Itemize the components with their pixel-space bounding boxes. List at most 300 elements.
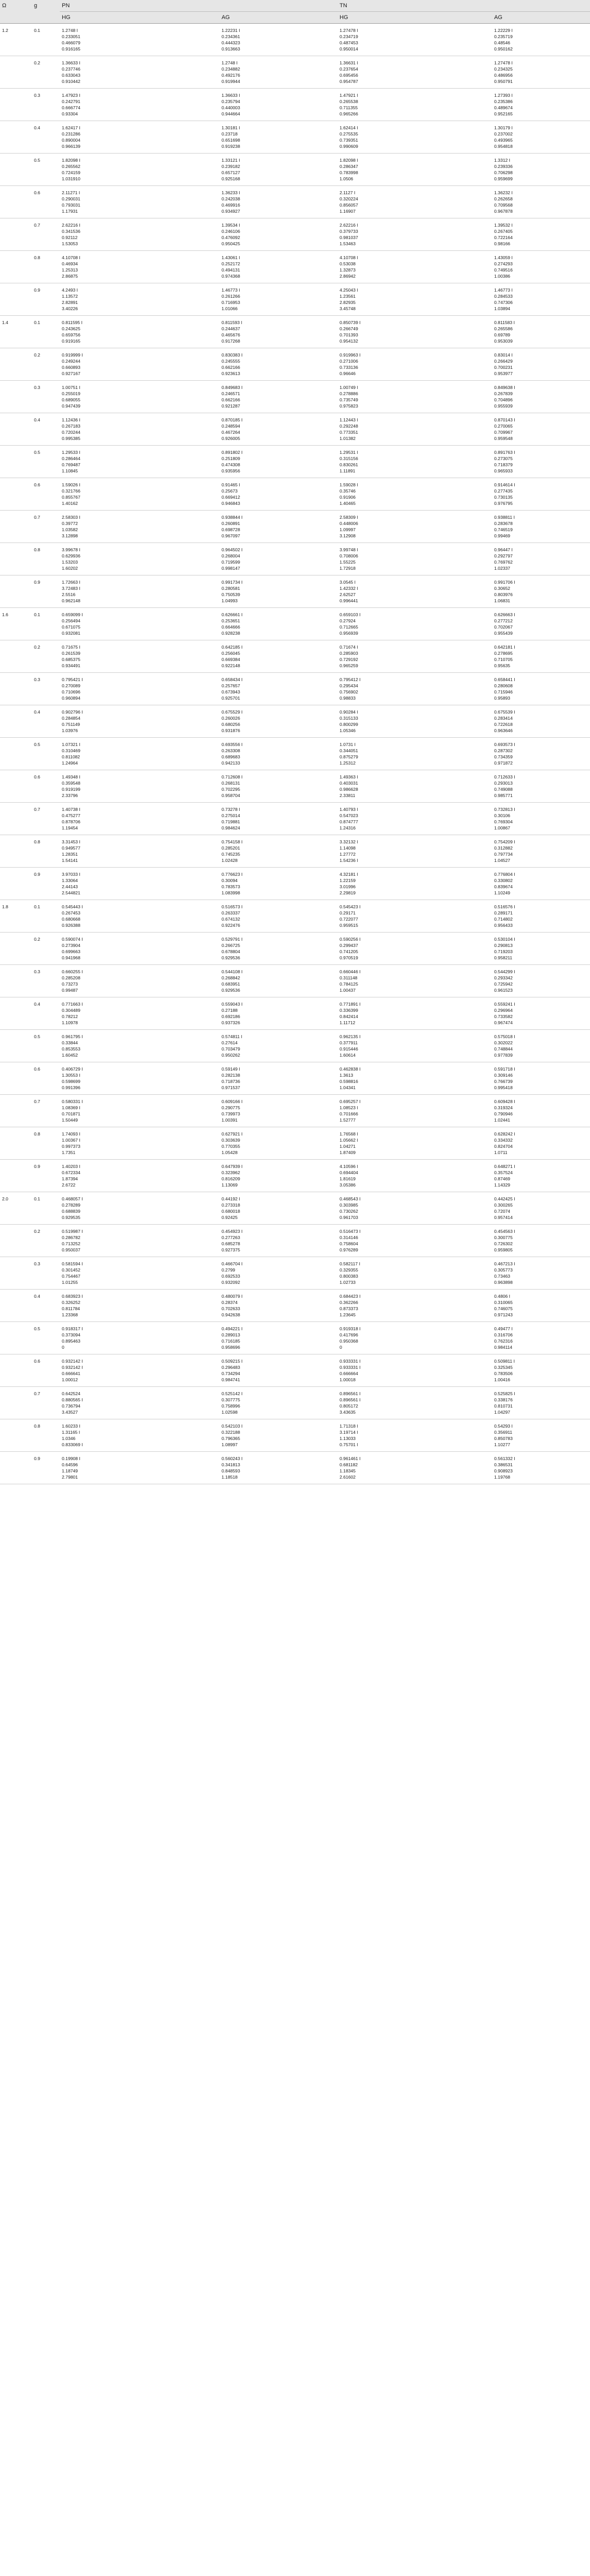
- pn-hg-cell: 0.590074 I 0.273904 0.699663 0.941968: [60, 933, 220, 965]
- table-row: [0, 316, 590, 348]
- tn-hg-cell: 1.27478 I 0.234719 0.487453 0.950014: [338, 24, 492, 56]
- pn-hg-cell: 0.771663 I 0.304489 0.78212 1.10978: [60, 997, 220, 1030]
- omega-cell: [0, 1419, 32, 1452]
- g-cell: 0.3: [32, 1257, 60, 1290]
- tn-hg-cell: 0.659103 I 0.27924 0.712665 0.956939: [338, 608, 492, 640]
- g-cell: 0.7: [32, 218, 60, 251]
- pn-ag-cell: 1.36233 I 0.242038 0.469916 0.934927: [220, 186, 338, 218]
- pn-ag-cell: 0.466704 I 0.2799 0.692533 0.932092: [220, 1257, 338, 1290]
- table-row: [0, 673, 590, 705]
- tn-ag-cell: 1.22229 I 0.235719 0.48546 0.950162: [492, 24, 590, 56]
- g-cell: 0.9: [32, 1452, 60, 1484]
- table-row: [0, 738, 590, 770]
- omega-cell: [0, 121, 32, 154]
- table-row: [0, 933, 590, 965]
- omega-cell: [0, 1030, 32, 1062]
- omega-cell: [0, 965, 32, 997]
- tn-hg-cell: 0.590256 I 0.299437 0.741205 0.970519: [338, 933, 492, 965]
- tn-ag-cell: 0.938811 I 0.283678 0.746519 0.99469: [492, 511, 590, 543]
- tn-hg-cell: 0.933331 I 0.933331 I 0.666664 1.00018: [338, 1354, 492, 1387]
- omega-cell: [0, 770, 32, 803]
- pn-ag-cell: 0.529791 I 0.266725 0.678804 0.929536: [220, 933, 338, 965]
- table-row: [0, 56, 590, 89]
- tn-hg-cell: 1.36631 I 0.237654 0.695456 0.954787: [338, 56, 492, 89]
- g-cell: 0.5: [32, 1322, 60, 1354]
- omega-cell: [0, 1225, 32, 1257]
- omega-cell: [0, 251, 32, 283]
- table-row: [0, 1387, 590, 1419]
- pn-ag-cell: 0.754158 I 0.285201 0.745235 1.02428: [220, 835, 338, 868]
- pn-hg-cell: 1.60233 I 1.31165 I 1.0346 0.833069 I: [60, 1419, 220, 1452]
- table-row: [0, 705, 590, 738]
- omega-cell: [0, 348, 32, 381]
- pn-ag-cell: 0.675529 I 0.260026 0.680256 0.931876: [220, 705, 338, 738]
- tn-ag-cell: 0.442425 I 0.300265 0.72074 0.957414: [492, 1192, 590, 1225]
- omega-cell: 2.0: [0, 1192, 32, 1225]
- g-cell: 0.4: [32, 121, 60, 154]
- tn-hg-cell: 1.12443 I 0.292248 0.773351 1.01382: [338, 413, 492, 446]
- g-cell: 0.9: [32, 575, 60, 608]
- tn-ag-cell: 0.712633 I 0.293013 0.749088 0.985771: [492, 770, 590, 803]
- tn-ag-cell: 0.575018 I 0.302022 0.748844 0.977839: [492, 1030, 590, 1062]
- omega-cell: [0, 1160, 32, 1192]
- omega-cell: [0, 1062, 32, 1095]
- g-cell: 0.8: [32, 251, 60, 283]
- tn-ag-cell: 0.544299 I 0.293342 0.725942 0.961523: [492, 965, 590, 997]
- table-row: [0, 1322, 590, 1354]
- pn-ag-cell: 0.870185 I 0.248594 0.467264 0.926005: [220, 413, 338, 446]
- header-g-blank: [32, 12, 60, 24]
- table-row: [0, 543, 590, 575]
- g-cell: 0.4: [32, 997, 60, 1030]
- pn-hg-cell: 0.811595 I 0.243625 0.659756 0.919165: [60, 316, 220, 348]
- pn-hg-cell: 0.932142 I 0.932142 I 0.666641 1.00012: [60, 1354, 220, 1387]
- omega-cell: [0, 933, 32, 965]
- table-row: [0, 1225, 590, 1257]
- table-row: [0, 640, 590, 673]
- pn-hg-cell: 2.11271 I 0.290031 0.793031 1.17931: [60, 186, 220, 218]
- omega-cell: [0, 511, 32, 543]
- tn-hg-cell: 2.58309 I 0.448006 1.09997 3.12908: [338, 511, 492, 543]
- g-cell: 0.6: [32, 186, 60, 218]
- pn-hg-cell: 1.40203 I 0.672334 1.87394 2.6722: [60, 1160, 220, 1192]
- tn-hg-cell: 1.59028 I 0.35746 0.91906 1.40465: [338, 478, 492, 511]
- tn-hg-cell: 2.62216 I 0.379733 0.981037 1.53463: [338, 218, 492, 251]
- tn-hg-cell: 2.1127 I 0.320224 0.856057 1.16907: [338, 186, 492, 218]
- pn-hg-cell: 0.580331 I 1.08369 I 0.701871 1.50449: [60, 1095, 220, 1127]
- pn-hg-cell: 2.62216 I 0.341536 0.92112 1.53053: [60, 218, 220, 251]
- tn-ag-cell: 0.628242 I 0.334332 0.824704 1.0711: [492, 1127, 590, 1160]
- table-row: [0, 1127, 590, 1160]
- omega-cell: [0, 478, 32, 511]
- table-row: [0, 381, 590, 413]
- g-cell: 0.3: [32, 89, 60, 121]
- tn-hg-cell: 4.10708 I 0.53038 1.32873 2.86942: [338, 251, 492, 283]
- tn-hg-cell: 0.695257 I 1.08523 I 0.701666 1.52777: [338, 1095, 492, 1127]
- table-row: [0, 835, 590, 868]
- tn-hg-cell: 0.71674 I 0.285903 0.729192 0.965259: [338, 640, 492, 673]
- pn-hg-cell: 0.918317 I 0.373094 0.895463 0: [60, 1322, 220, 1354]
- pn-ag-cell: 0.44192 I 0.273318 0.680018 0.92425: [220, 1192, 338, 1225]
- tn-ag-cell: 0.454563 I 0.300775 0.726302 0.959805: [492, 1225, 590, 1257]
- tn-ag-cell: 0.525825 I 0.338176 0.810731 1.04297: [492, 1387, 590, 1419]
- tn-ag-cell: 0.914614 I 0.277435 0.730135 0.976795: [492, 478, 590, 511]
- table-row: [0, 608, 590, 640]
- tn-ag-cell: 0.776804 I 0.330802 0.839674 1.10249: [492, 868, 590, 900]
- table-row: [0, 1062, 590, 1095]
- tn-ag-cell: 0.626663 I 0.277212 0.702067 0.955439: [492, 608, 590, 640]
- tn-ag-cell: 0.559241 I 0.296964 0.733582 0.967474: [492, 997, 590, 1030]
- header-omega-blank: [0, 12, 32, 24]
- pn-ag-cell: 1.43061 I 0.252172 0.494131 0.974368: [220, 251, 338, 283]
- g-cell: 0.3: [32, 965, 60, 997]
- tn-ag-cell: 0.591718 I 0.309146 0.766739 0.995418: [492, 1062, 590, 1095]
- g-cell: 0.9: [32, 1160, 60, 1192]
- tn-ag-cell: 0.675539 I 0.283414 0.722618 0.963646: [492, 705, 590, 738]
- table-body: [0, 24, 590, 1484]
- table-row: [0, 1257, 590, 1290]
- pn-hg-cell: 0.468057 I 0.278289 0.688839 0.929535: [60, 1192, 220, 1225]
- g-cell: 0.5: [32, 446, 60, 478]
- g-cell: 0.1: [32, 24, 60, 56]
- g-cell: 0.6: [32, 1062, 60, 1095]
- pn-hg-cell: 3.97033 I 1.33064 2.44143 2.544821: [60, 868, 220, 900]
- g-cell: 0.6: [32, 770, 60, 803]
- g-cell: 0.7: [32, 511, 60, 543]
- g-cell: 0.7: [32, 803, 60, 835]
- tn-hg-cell: 1.82098 I 0.286347 0.783998 1.0506: [338, 154, 492, 186]
- table-row: [0, 478, 590, 511]
- pn-ag-cell: 1.33121 I 0.239182 0.657127 0.925168: [220, 154, 338, 186]
- tn-hg-cell: 1.0731 I 0.344051 0.875279 1.25312: [338, 738, 492, 770]
- pn-ag-cell: 0.642185 I 0.256045 0.669384 0.922148: [220, 640, 338, 673]
- tn-hg-cell: 1.76568 I 1.05662 I 1.04271 1.87409: [338, 1127, 492, 1160]
- g-cell: 0.9: [32, 868, 60, 900]
- g-cell: 0.5: [32, 1030, 60, 1062]
- omega-cell: [0, 1354, 32, 1387]
- g-cell: 0.1: [32, 608, 60, 640]
- tn-ag-cell: 0.642181 I 0.278695 0.710705 0.95635: [492, 640, 590, 673]
- pn-ag-cell: 1.22231 I 0.234361 0.444323 0.913663: [220, 24, 338, 56]
- omega-cell: [0, 1387, 32, 1419]
- pn-ag-cell: 0.849683 I 0.246571 0.662166 0.921287: [220, 381, 338, 413]
- pn-ag-cell: 0.560243 I 0.341813 0.848593 1.18518: [220, 1452, 338, 1484]
- pn-hg-cell: 0.642524 0.880565 I 0.736794 3.43527: [60, 1387, 220, 1419]
- tn-hg-cell: 0.582117 I 0.329355 0.800383 1.02733: [338, 1257, 492, 1290]
- table-row: [0, 1290, 590, 1322]
- tn-hg-cell: 1.62414 I 0.275535 0.739351 0.990609: [338, 121, 492, 154]
- table-row: [0, 283, 590, 316]
- pn-hg-cell: 1.07321 I 0.310469 0.811082 1.24964: [60, 738, 220, 770]
- pn-hg-cell: 1.62417 I 0.231286 0.890004 0.966139: [60, 121, 220, 154]
- g-cell: 0.1: [32, 900, 60, 933]
- g-cell: 0.9: [32, 283, 60, 316]
- tn-ag-cell: 0.754209 I 0.312882 0.797734 1.04527: [492, 835, 590, 868]
- pn-ag-cell: 0.830383 I 0.245555 0.662166 0.923613: [220, 348, 338, 381]
- table-row: [0, 348, 590, 381]
- omega-cell: [0, 1095, 32, 1127]
- tn-hg-cell: 1.00749 I 0.278886 0.735749 0.975823: [338, 381, 492, 413]
- pn-ag-cell: 0.712608 I 0.268131 0.702295 0.958704: [220, 770, 338, 803]
- table-row: [0, 121, 590, 154]
- tn-ag-cell: 0.4806 I 0.310065 0.746075 0.971243: [492, 1290, 590, 1322]
- pn-hg-cell: 1.2748 I 0.233051 0.466079 0.916165: [60, 24, 220, 56]
- tn-hg-cell: 1.29531 I 0.315156 0.830261 1.11891: [338, 446, 492, 478]
- pn-hg-cell: 1.72663 I 3.72483 I 2.5516 0.962148: [60, 575, 220, 608]
- g-cell: 0.1: [32, 316, 60, 348]
- pn-hg-cell: 0.902796 I 0.284854 0.751149 1.03976: [60, 705, 220, 738]
- table-row: [0, 997, 590, 1030]
- tn-ag-cell: 0.870143 I 0.270065 0.709967 0.959548: [492, 413, 590, 446]
- g-cell: 0.2: [32, 348, 60, 381]
- pn-ag-cell: 0.891802 I 0.251809 0.474308 0.935956: [220, 446, 338, 478]
- pn-ag-cell: 0.811593 I 0.244637 0.465676 0.917268: [220, 316, 338, 348]
- table-row: [0, 89, 590, 121]
- table-row: [0, 1095, 590, 1127]
- table-row: [0, 446, 590, 478]
- pn-hg-cell: 0.795421 I 0.270089 0.710696 0.960894: [60, 673, 220, 705]
- tn-ag-cell: 1.3312 I 0.239336 0.706298 0.959699: [492, 154, 590, 186]
- pn-ag-cell: 0.627921 I 0.303639 0.770355 1.05428: [220, 1127, 338, 1160]
- omega-cell: 1.4: [0, 316, 32, 348]
- tn-hg-cell: 0.795412 I 0.295434 0.756902 0.98833: [338, 673, 492, 705]
- table-row: [0, 1354, 590, 1387]
- omega-cell: [0, 640, 32, 673]
- g-cell: 0.7: [32, 1387, 60, 1419]
- pn-hg-cell: 1.40738 I 0.475277 0.878706 1.19454: [60, 803, 220, 835]
- tn-ag-cell: 0.530104 I 0.290813 0.719203 0.958211: [492, 933, 590, 965]
- g-cell: 0.2: [32, 1225, 60, 1257]
- tn-ag-cell: 0.811583 I 0.265586 0.69789 0.953039: [492, 316, 590, 348]
- tn-ag-cell: 0.96447 I 0.292797 0.769762 1.02337: [492, 543, 590, 575]
- pn-ag-cell: 0.991734 I 0.280581 0.750539 1.04993: [220, 575, 338, 608]
- omega-cell: [0, 803, 32, 835]
- table-row: [0, 868, 590, 900]
- pn-hg-cell: 3.31453 I 0.949577 1.28351 1.54141: [60, 835, 220, 868]
- pn-ag-cell: 1.39534 I 0.246106 0.476092 0.950425: [220, 218, 338, 251]
- g-cell: 0.3: [32, 381, 60, 413]
- pn-hg-cell: 1.74093 I 1.00367 I 0.997373 1.7351: [60, 1127, 220, 1160]
- g-cell: 0.3: [32, 673, 60, 705]
- tn-hg-cell: 0.919963 I 0.271006 0.733136 0.96646: [338, 348, 492, 381]
- pn-ag-cell: 0.964502 I 0.268004 0.719599 0.998147: [220, 543, 338, 575]
- tn-ag-cell: 1.43059 I 0.274293 0.749516 1.00386: [492, 251, 590, 283]
- pn-ag-cell: 0.544108 I 0.268842 0.683951 0.929536: [220, 965, 338, 997]
- table-row: [0, 186, 590, 218]
- tn-hg-cell: 0.516473 I 0.314146 0.758604 0.976289: [338, 1225, 492, 1257]
- pn-hg-cell: 1.36633 I 0.237746 0.633043 0.910442: [60, 56, 220, 89]
- g-cell: 0.5: [32, 154, 60, 186]
- header-pn-hg: HG: [60, 12, 220, 24]
- omega-cell: [0, 381, 32, 413]
- g-cell: 0.6: [32, 478, 60, 511]
- tn-ag-cell: 0.49477 I 0.316706 0.762316 0.984114: [492, 1322, 590, 1354]
- pn-hg-cell: 0.660255 I 0.285208 0.73273 0.99487: [60, 965, 220, 997]
- omega-cell: [0, 575, 32, 608]
- pn-ag-cell: 0.647939 I 0.323962 0.816209 1.13069: [220, 1160, 338, 1192]
- omega-cell: [0, 543, 32, 575]
- pn-ag-cell: 0.776623 I 0.30094 0.783573 1.083998: [220, 868, 338, 900]
- tn-ag-cell: 1.46773 I 0.284533 0.747306 1.03894: [492, 283, 590, 316]
- table-row: [0, 803, 590, 835]
- pn-hg-cell: 1.47923 I 0.242791 0.666774 0.93304: [60, 89, 220, 121]
- g-cell: 0.2: [32, 56, 60, 89]
- table-row: [0, 1419, 590, 1452]
- pn-hg-cell: 0.581594 I 0.301452 0.754467 1.01255: [60, 1257, 220, 1290]
- pn-ag-cell: 0.494221 I 0.289013 0.716185 0.958696: [220, 1322, 338, 1354]
- table-row: [0, 218, 590, 251]
- tn-hg-cell: 3.32132 I 1.14098 1.27772 1.54236 I: [338, 835, 492, 868]
- pn-ag-cell: 0.59149 I 0.282138 0.718736 0.971537: [220, 1062, 338, 1095]
- pn-ag-cell: 1.30181 I 0.23718 0.651698 0.919238: [220, 121, 338, 154]
- g-cell: 0.6: [32, 1354, 60, 1387]
- pn-ag-cell: 0.91465 I 0.25673 0.669412 0.946843: [220, 478, 338, 511]
- omega-cell: [0, 283, 32, 316]
- tn-hg-cell: 1.47921 I 0.265538 0.711355 0.965266: [338, 89, 492, 121]
- omega-cell: 1.6: [0, 608, 32, 640]
- tn-hg-cell: 0.850739 I 0.266749 0.701393 0.954132: [338, 316, 492, 348]
- omega-cell: [0, 218, 32, 251]
- pn-hg-cell: 0.545443 I 0.267453 0.680668 0.926388: [60, 900, 220, 933]
- tn-ag-cell: 0.467213 I 0.305773 0.73463 0.963898: [492, 1257, 590, 1290]
- header-g: g: [32, 0, 60, 12]
- pn-ag-cell: 0.938844 I 0.260891 0.698728 0.967097: [220, 511, 338, 543]
- table-row: [0, 154, 590, 186]
- tn-hg-cell: 0.545423 I 0.29171 0.722077 0.959515: [338, 900, 492, 933]
- tn-ag-cell: 0.891763 I 0.273075 0.718379 0.965933: [492, 446, 590, 478]
- omega-cell: [0, 673, 32, 705]
- tn-ag-cell: 0.732813 I 0.30106 0.769304 1.00867: [492, 803, 590, 835]
- tn-ag-cell: 1.27478 I 0.234325 0.486956 0.950791: [492, 56, 590, 89]
- tn-ag-cell: 0.561332 I 0.386531 0.908923 1.19768: [492, 1452, 590, 1484]
- pn-hg-cell: 3.99678 I 0.629936 1.53203 1.60202: [60, 543, 220, 575]
- omega-cell: [0, 868, 32, 900]
- tn-hg-cell: 0.919318 I 0.417696 0.950368 0: [338, 1322, 492, 1354]
- tn-ag-cell: 0.648271 I 0.357524 0.87469 1.14329: [492, 1160, 590, 1192]
- g-cell: 0.8: [32, 543, 60, 575]
- omega-cell: [0, 1257, 32, 1290]
- pn-hg-cell: 1.59026 I 0.321766 0.855767 1.40162: [60, 478, 220, 511]
- pn-ag-cell: 0.559043 I 0.27188 0.692186 0.937326: [220, 997, 338, 1030]
- pn-hg-cell: 1.29533 I 0.286464 0.769487 1.10845: [60, 446, 220, 478]
- pn-hg-cell: 2.58303 I 0.39772 1.03582 3.12898: [60, 511, 220, 543]
- omega-cell: [0, 56, 32, 89]
- tn-ag-cell: 0.509811 I 0.325345 0.783506 1.00416: [492, 1354, 590, 1387]
- table-row: [0, 770, 590, 803]
- g-cell: 0.4: [32, 413, 60, 446]
- pn-hg-cell: 4.10708 I 0.46934 1.25313 2.86875: [60, 251, 220, 283]
- g-cell: 0.8: [32, 1127, 60, 1160]
- table-row: [0, 965, 590, 997]
- pn-ag-cell: 0.525142 I 0.307775 0.758996 1.02598: [220, 1387, 338, 1419]
- table-row: [0, 575, 590, 608]
- pn-hg-cell: 0.961795 I 0.33844 0.853553 1.60452: [60, 1030, 220, 1062]
- table-row: [0, 900, 590, 933]
- g-cell: 0.7: [32, 1095, 60, 1127]
- pn-ag-cell: 0.454923 I 0.277263 0.685278 0.927375: [220, 1225, 338, 1257]
- table-row: [0, 413, 590, 446]
- table-row: [0, 1192, 590, 1225]
- omega-cell: [0, 1127, 32, 1160]
- tn-ag-cell: 0.609428 I 0.319324 0.790946 1.02441: [492, 1095, 590, 1127]
- pn-ag-cell: 0.73278 I 0.275014 0.719881 0.984624: [220, 803, 338, 835]
- table-row: [0, 1030, 590, 1062]
- tn-ag-cell: 0.54293 I 0.356911 0.850783 1.10277: [492, 1419, 590, 1452]
- pn-hg-cell: 1.00751 I 0.255019 0.689055 0.947439: [60, 381, 220, 413]
- pn-hg-cell: 4.2493 I 1.13572 2.82891 3.40226: [60, 283, 220, 316]
- pn-hg-cell: 0.519987 I 0.286782 0.713252 0.950037: [60, 1225, 220, 1257]
- tn-ag-cell: 1.36232 I 0.262658 0.709568 0.967878: [492, 186, 590, 218]
- tn-hg-cell: 1.71318 I 3.19714 I 1.13033 0.75701 I: [338, 1419, 492, 1452]
- pn-ag-cell: 0.480079 I 0.28374 0.702633 0.942638: [220, 1290, 338, 1322]
- pn-hg-cell: 1.82098 I 0.265562 0.724159 1.031910: [60, 154, 220, 186]
- pn-hg-cell: 0.19908 I 0.64596 1.18749 2.79801: [60, 1452, 220, 1484]
- tn-hg-cell: 0.90284 I 0.315133 0.800299 1.05346: [338, 705, 492, 738]
- pn-ag-cell: 0.626661 I 0.253651 0.664666 0.928238: [220, 608, 338, 640]
- omega-cell: [0, 705, 32, 738]
- pn-hg-cell: 0.406729 I 1.30553 I 0.598699 0.991396: [60, 1062, 220, 1095]
- pn-ag-cell: 0.574811 I 0.27614 0.703479 0.950262: [220, 1030, 338, 1062]
- omega-cell: [0, 1452, 32, 1484]
- tn-ag-cell: 1.39532 I 0.267405 0.722164 0.98166: [492, 218, 590, 251]
- tn-hg-cell: 0.468543 I 0.303985 0.730262 0.961703: [338, 1192, 492, 1225]
- omega-cell: [0, 738, 32, 770]
- tn-hg-cell: 4.10596 I 0.694404 1.81619 3.05386: [338, 1160, 492, 1192]
- tn-ag-cell: 0.658441 I 0.280608 0.715946 0.95893: [492, 673, 590, 705]
- pn-ag-cell: 0.609166 I 0.290775 0.739973 1.00391: [220, 1095, 338, 1127]
- pn-hg-cell: 0.919999 I 0.249244 0.660893 0.927167: [60, 348, 220, 381]
- tn-hg-cell: 3.0545 I 1.42332 I 2.62527 0.996441: [338, 575, 492, 608]
- header-omega: Ω: [0, 0, 32, 12]
- pn-ag-cell: 1.2748 I 0.234882 0.492176 0.919944: [220, 56, 338, 89]
- tn-hg-cell: 0.961461 I 0.681182 1.18345 2.61602: [338, 1452, 492, 1484]
- pn-ag-cell: 1.46773 I 0.261266 0.716953 1.01066: [220, 283, 338, 316]
- pn-hg-cell: 0.659099 I 0.256494 0.671075 0.932081: [60, 608, 220, 640]
- omega-cell: [0, 1290, 32, 1322]
- pn-ag-cell: 1.36633 I 0.235794 0.440003 0.944664: [220, 89, 338, 121]
- omega-cell: [0, 835, 32, 868]
- omega-cell: 1.2: [0, 24, 32, 56]
- tn-hg-cell: 1.40793 I 0.547023 0.874777 1.24316: [338, 803, 492, 835]
- tn-hg-cell: 4.25043 I 1.23561 2.82935 3.45748: [338, 283, 492, 316]
- omega-cell: 1.8: [0, 900, 32, 933]
- g-cell: 0.8: [32, 1419, 60, 1452]
- tn-ag-cell: 0.83014 I 0.266429 0.700231 0.953977: [492, 348, 590, 381]
- tn-ag-cell: 1.30179 I 0.237002 0.493965 0.954818: [492, 121, 590, 154]
- pn-hg-cell: 0.71675 I 0.261539 0.685375 0.934491: [60, 640, 220, 673]
- pn-ag-cell: 0.509215 I 0.296483 0.734294 0.984741: [220, 1354, 338, 1387]
- omega-cell: [0, 154, 32, 186]
- header-pn: PN: [60, 0, 338, 12]
- table-row: [0, 24, 590, 56]
- tn-hg-cell: 0.462838 I 1.3613 0.598816 1.04341: [338, 1062, 492, 1095]
- tn-ag-cell: 1.27393 I 0.235386 0.489674 0.952165: [492, 89, 590, 121]
- pn-hg-cell: 1.49348 I 0.359548 0.919199 2.33796: [60, 770, 220, 803]
- omega-cell: [0, 446, 32, 478]
- pn-hg-cell: 0.683923 I 0.326252 0.811784 1.23368: [60, 1290, 220, 1322]
- g-cell: 0.4: [32, 705, 60, 738]
- header-pn-ag: AG: [220, 12, 338, 24]
- tn-ag-cell: 0.693573 I 0.287302 0.734359 0.971872: [492, 738, 590, 770]
- tn-hg-cell: 0.660446 I 0.311148 0.784125 1.00437: [338, 965, 492, 997]
- omega-cell: [0, 1322, 32, 1354]
- header-tn-hg: HG: [338, 12, 492, 24]
- tn-hg-cell: 4.32181 I 1.22159 3.01996 2.29819: [338, 868, 492, 900]
- header-tn: TN: [338, 0, 590, 12]
- tn-hg-cell: 0.896561 I 0.896561 I 0.805172 3.43635: [338, 1387, 492, 1419]
- omega-cell: [0, 186, 32, 218]
- tn-hg-cell: 1.49363 I 0.403031 0.986628 2.33811: [338, 770, 492, 803]
